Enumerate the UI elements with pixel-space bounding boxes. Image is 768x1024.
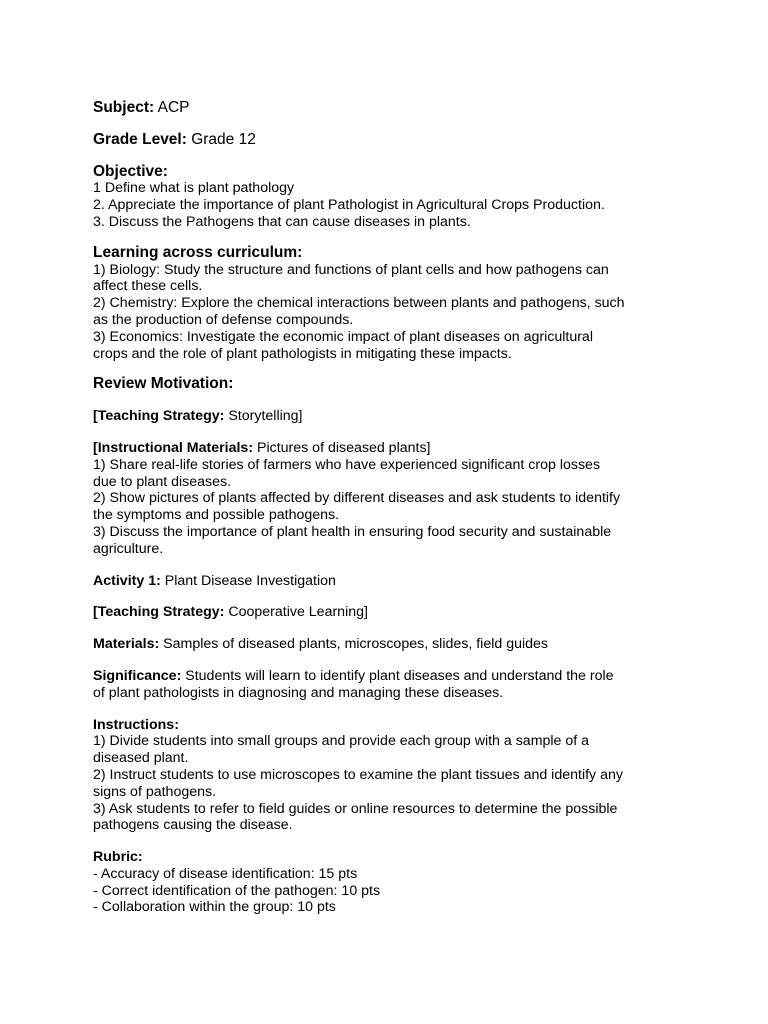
instructions-line: diseased plant. (93, 750, 189, 767)
objective-heading: Objective: (93, 162, 168, 180)
learning-line: 2) Chemistry: Explore the chemical interactions between plants and pathogens, such (93, 295, 625, 312)
subject-value: ACP (154, 99, 190, 116)
learning-line: crops and the role of plant pathologists in mitigating these impacts. (93, 345, 512, 362)
objective-item: 2. Appreciate the importance of plant Pathologist in Agricultural Crops Production. (93, 197, 605, 214)
review-materials-label: Instructional Materials: (97, 439, 254, 456)
learning-line: 1) Biology: Study the structure and functions of plant cells and how pathogens can (93, 261, 609, 278)
review-line: due to plant diseases. (93, 473, 232, 490)
grade-line (93, 132, 693, 149)
activity-materials (93, 636, 693, 653)
grade-label: Grade Level: (93, 130, 187, 148)
review-line: agriculture. (93, 540, 164, 557)
significance-value: Students will learn to identify plant diseases and understand the role (181, 667, 614, 684)
activity-significance (93, 668, 693, 685)
rubric-item: - Collaboration within the group: 10 pts (93, 899, 336, 916)
activity-strategy (93, 604, 693, 621)
objective-item: 1 Define what is plant pathology (93, 180, 295, 197)
learning-line: affect these cells. (93, 278, 203, 295)
significance-label: Significance: (93, 667, 182, 684)
review-strategy (93, 408, 693, 425)
activity-strategy-bracket: [ (93, 604, 98, 621)
review-materials-bracket: [ (93, 439, 98, 456)
activity-title (93, 573, 693, 590)
review-strategy-bracket: [ (93, 408, 98, 425)
instructions-line: signs of pathogens. (93, 783, 217, 800)
materials-label: Materials: (93, 636, 160, 653)
learning-line: as the production of defense compounds. (93, 311, 354, 328)
rubric-item: - Correct identification of the pathogen: 10 pts (93, 882, 381, 899)
review-line: 2) Show pictures of plants affected by different diseases and ask students to identify (93, 490, 621, 507)
instructions-line: 1) Divide students into small groups and provide each group with a sample of a (93, 733, 590, 750)
review-heading: Review Motivation: (93, 375, 234, 393)
lesson-plan-page (93, 100, 693, 916)
instructions-line: 2) Instruct students to use microscopes to examine the plant tissues and identify any (93, 766, 623, 783)
significance-continued: of plant pathologists in diagnosing and managing these diseases. (93, 684, 504, 701)
instructions-line: 3) Ask students to refer to field guides or online resources to determine the possible (93, 800, 618, 817)
activity-label: Activity 1: (93, 572, 161, 589)
subject-line (93, 100, 693, 117)
activity-strategy-label: Teaching Strategy: (97, 604, 225, 621)
review-line: 3) Discuss the importance of plant health in ensuring food security and sustainable (93, 523, 612, 540)
rubric-item: - Accuracy of disease identification: 15 pts (93, 865, 358, 882)
review-strategy-value: Storytelling] (224, 408, 303, 425)
activity-name: Plant Disease Investigation (160, 572, 336, 589)
rubric-heading: Rubric: (93, 849, 143, 866)
review-materials-value: Pictures of diseased plants] (253, 439, 431, 456)
grade-value: Grade 12 (186, 130, 256, 148)
learning-heading: Learning across curriculum: (93, 243, 303, 261)
materials-value: Samples of diseased plants, microscopes, slides, field guides (159, 636, 549, 653)
activity-strategy-value: Cooperative Learning] (224, 604, 368, 621)
subject-label: Subject: (93, 99, 155, 116)
review-line: the symptoms and possible pathogens. (93, 507, 340, 524)
instructions-line: pathogens causing the disease. (93, 817, 293, 834)
objective-item: 3. Discuss the Pathogens that can cause diseases in plants. (93, 213, 471, 230)
review-line: 1) Share real-life stories of farmers who have experienced significant crop losses (93, 456, 601, 473)
review-strategy-label: Teaching Strategy: (97, 408, 225, 425)
instructions-heading: Instructions: (93, 716, 179, 733)
review-materials (93, 440, 693, 457)
learning-line: 3) Economics: Investigate the economic impact of plant diseases on agricultural (93, 328, 593, 345)
